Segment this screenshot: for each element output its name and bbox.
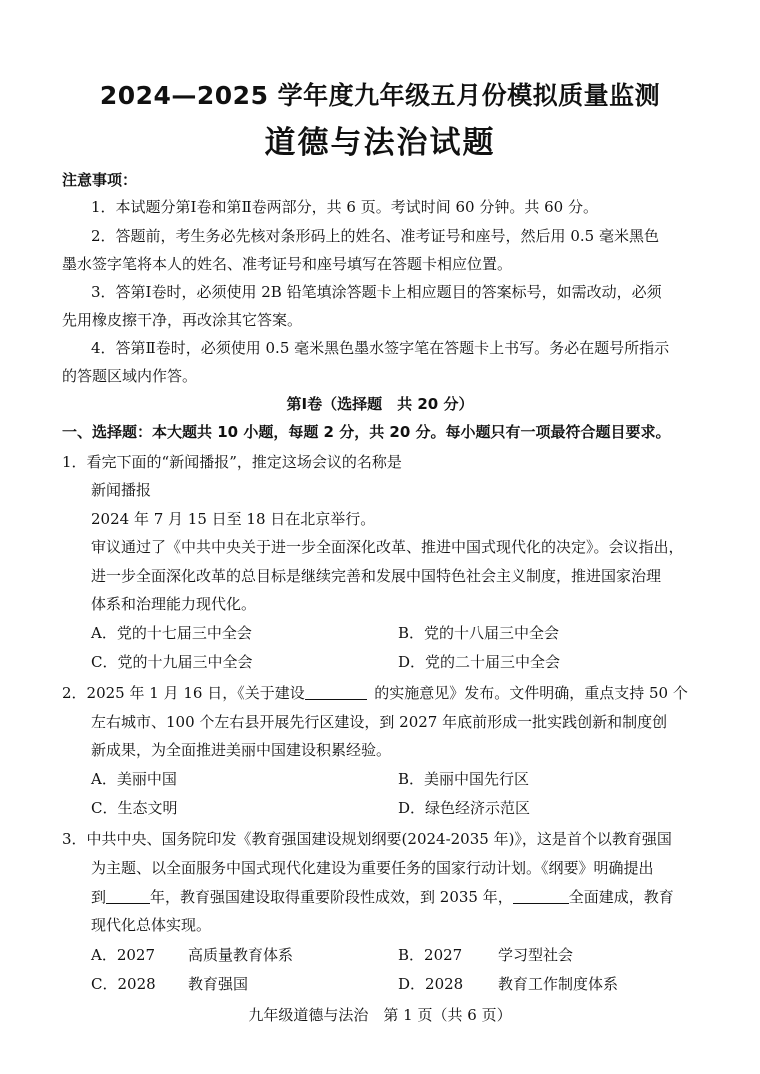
q2-option-d: D．绿色经济示范区 [398,799,531,817]
exam-title: 2024—2025 学年度九年级五月份模拟质量监测 [99,81,661,110]
q2-stem-before: 2．2025 年 1 月 16 日，《关于建设 [62,684,305,702]
notice-line-1: 1．本试题分第Ⅰ卷和第Ⅱ卷两部分，共 6 页。考试时间 60 分钟。共 60 分。 [91,198,598,216]
q3-line-4: 现代化总体实现。 [91,916,212,934]
q1-news-body-1: 审议通过了《中共中央关于进一步全面深化改革、推进中国式现代化的决定》。会议指出， [91,538,684,556]
notice-line-2: 2．答题前，考生务必先核对条形码上的姓名、准考证号和座号，然后用 0.5 毫米黑色 [91,227,659,245]
notice-heading: 注意事项： [62,171,138,189]
q2-line-2: 左右城市、100 个左右县开展先行区建设，到 2027 年底前形成一批实践创新和制度创 [91,713,668,731]
q2-stem-after: 的实施意见》发布。文件明确，重点支持 50 个 [374,684,688,702]
q1-option-d: D．党的二十届三中全会 [398,653,561,671]
q3-option-a-year: A．2027 [91,946,156,964]
q3-option-b-year: B．2027 [398,946,463,964]
q2-option-c: C．生态文明 [91,799,178,817]
q3-option-d-year: D．2028 [398,975,464,993]
section-title: 第Ⅰ卷（选择题 共 20 分） [286,395,474,413]
q1-option-b: B．党的十八届三中全会 [398,624,560,642]
q3-option-b-text: 学习型社会 [498,946,574,964]
notice-line-5: 先用橡皮擦干净，再改涂其它答案。 [62,311,303,329]
q3-option-a-text: 高质量教育体系 [188,946,294,964]
notice-line-6: 4．答第Ⅱ卷时，必须使用 0.5 毫米黑色墨水签字笔在答题卡上书写。务必在题号所指示 [91,339,670,357]
notice-line-3: 墨水签字笔将本人的姓名、准考证号和座号填写在答题卡相应位置。 [62,255,513,273]
q3-line-3 [91,886,674,908]
q3-answer-blank-1 [106,889,150,904]
subject-title: 道德与法治试题 [264,125,496,161]
q3-option-d-text: 教育工作制度体系 [498,975,619,993]
q1-option-a: A．党的十七届三中全会 [91,624,252,642]
q2-line-3: 新成果，为全面推进美丽中国建设积累经验。 [91,741,392,759]
q2-stem [62,682,688,704]
page-footer: 九年级道德与法治 第 1 页（共 6 页） [248,1006,512,1024]
q1-news-date: 2024 年 7 月 15 日至 18 日在北京举行。 [91,510,376,528]
q1-news-body-2: 进一步全面深化改革的总目标是继续完善和发展中国特色社会主义制度，推进国家治理 [91,567,662,585]
q3-line-1: 3．中共中央、国务院印发《教育强国建设规划纲要(2024-2035 年)》，这是首个以教育强国 [62,830,672,848]
notice-line-4: 3．答第Ⅰ卷时，必须使用 2B 铅笔填涂答题卡上相应题目的答案标号，如需改动，必须 [91,283,662,301]
q1-stem: 1．看完下面的“新闻播报”，推定这场会议的名称是 [62,453,402,471]
q2-option-b: B．美丽中国先行区 [398,770,530,788]
q1-news-body-3: 体系和治理能力现代化。 [91,595,257,613]
q3-line3-b: 年，教育强国建设取得重要阶段性成效，到 2035 年， [150,888,513,906]
q2-answer-blank [305,685,367,700]
notice-line-7: 的答题区域内作答。 [62,367,198,385]
section-instruction: 一、选择题：本大题共 10 小题，每题 2 分，共 20 分。每小题只有一项最符合题目要求。 [62,423,671,441]
q3-line-2: 为主题、以全面服务中国式现代化建设为重要任务的国家行动计划。《纲要》明确提出 [91,859,654,877]
q3-answer-blank-2 [513,889,569,904]
q3-line3-c: 全面建成，教育 [568,888,674,906]
q1-news-title: 新闻播报 [91,481,152,499]
q2-option-a: A．美丽中国 [91,770,177,788]
q3-option-c-text: 教育强国 [188,975,249,993]
q3-line3-a: 到 [91,888,107,906]
q3-option-c-year: C．2028 [91,975,156,993]
q1-option-c: C．党的十九届三中全会 [91,653,253,671]
